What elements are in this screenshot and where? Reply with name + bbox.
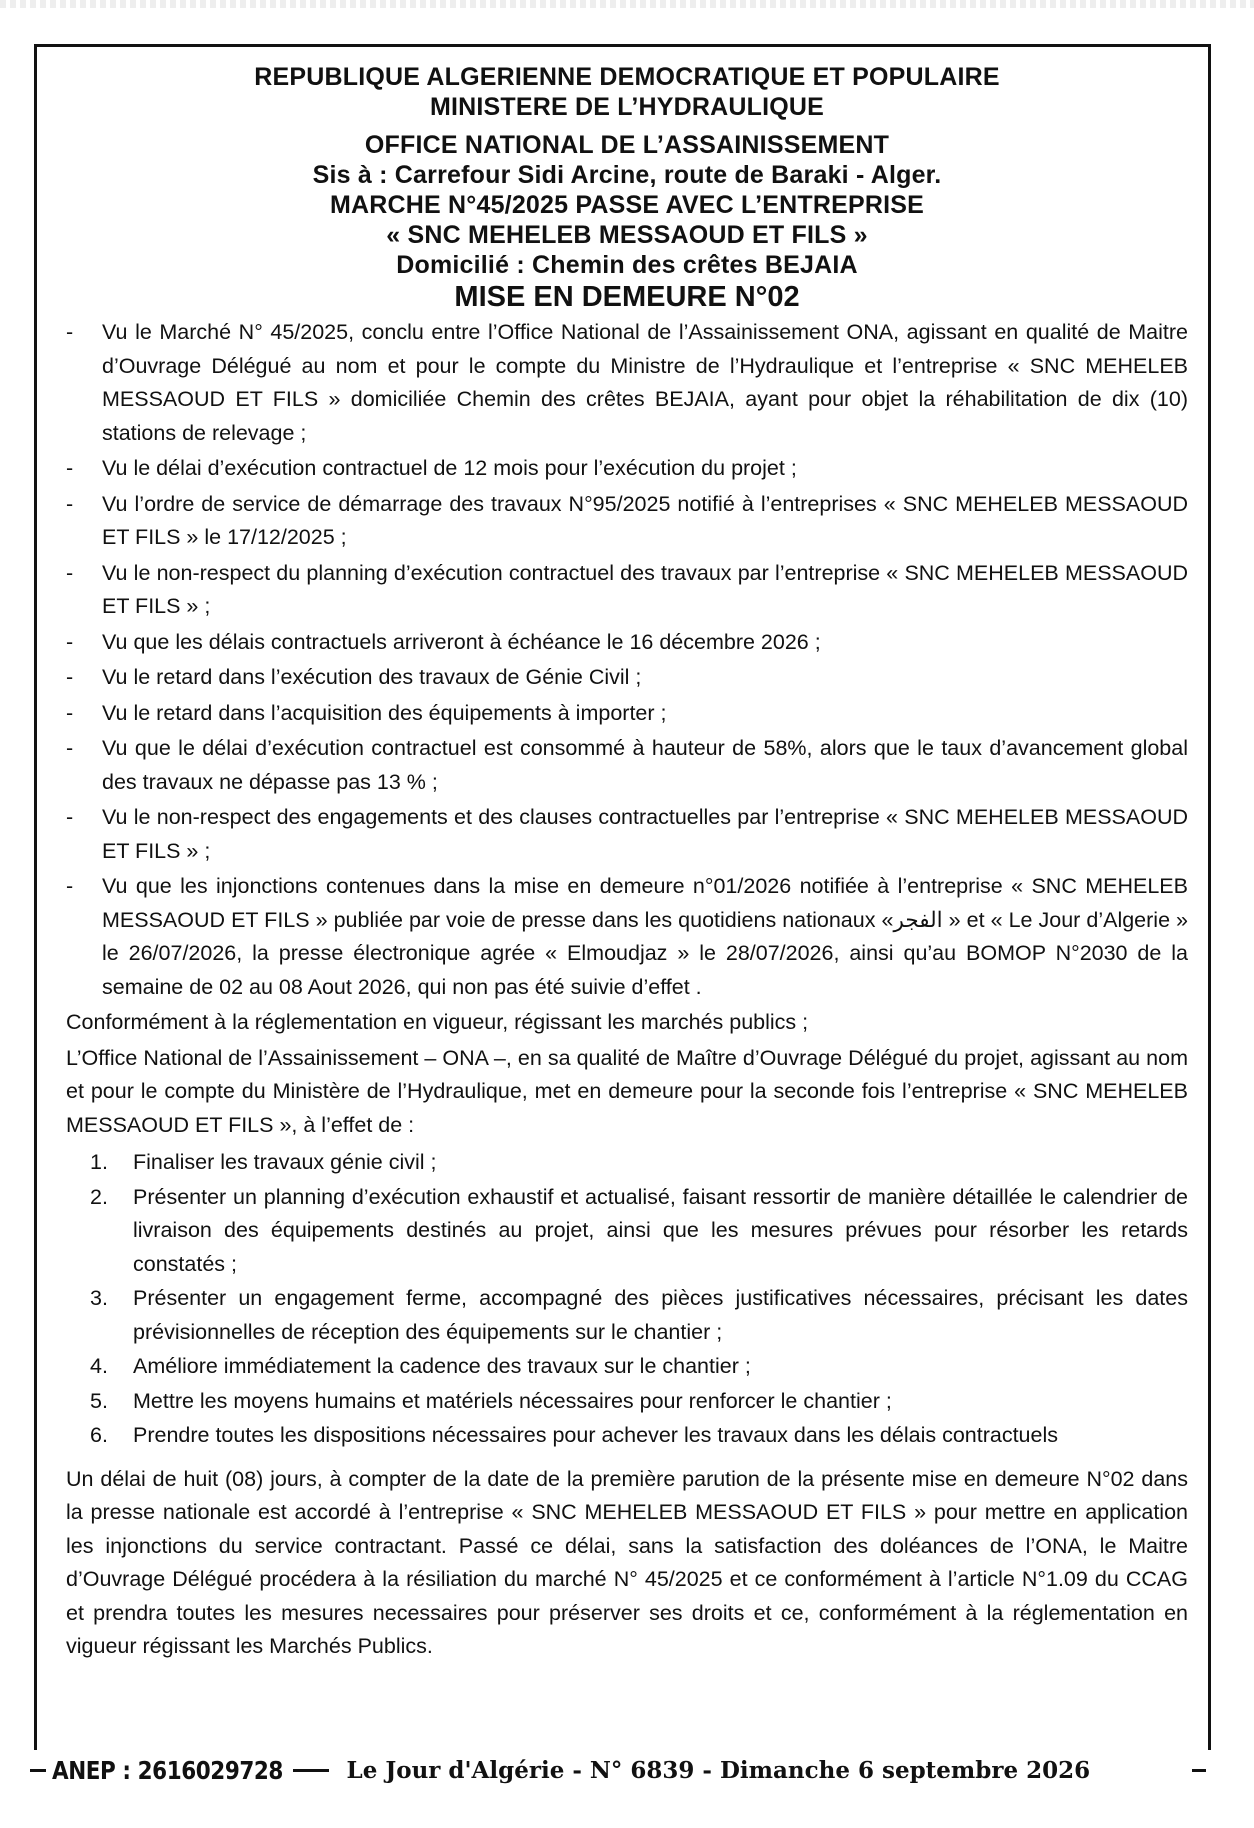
injunction-intro: L’Office National de l’Assainissement – ONA –, en sa qualité de Maître d’Ouvrage Délégué du projet, agissant au nom et pour le compte du Ministère de l’Hydraulique, met en demeure pour la seconde fois l’entreprise « SNC MEHELEB MESSAOUD ET FILS », à l’effet de : [66, 1045, 1188, 1137]
footer-rule-left [30, 1769, 46, 1772]
anep-reference: ANEP : 2616029728 [52, 1755, 283, 1785]
item-number: 3. [90, 1286, 108, 1310]
bullet-dash: - [66, 805, 74, 829]
bullet-dash: - [66, 874, 74, 898]
journal-reference: Le Jour d'Algérie - N° 6839 - Dimanche 6 septembre 2026 [346, 1756, 1091, 1784]
final-paragraph: Un délai de huit (08) jours, à compter de la date de la première parution de la présente mise en demeure N°02 dans la presse nationale est accordé à l’entreprise « SNC MEHELEB MESSAOUD ET FILS » pour mettre en application les injonctions du service contractant. Passé ce délai, sans la satisfaction des doléances de l’ONA, le Maitre d’Ouvrage Délégué procédera à la résiliation du marché N° 45/2025 et ce conformément à l’article N°1.09 du CCAG et prendra toutes les mesures necessaires pour préserver ses droits et ce, conformément à la réglementation en vigueur régissant les Marchés Publics. [66, 1466, 1188, 1658]
list-item: - Vu que le délai d’exécution contractuel est consommé à hauteur de 58%, alors que le taux d’avancement global des travaux ne dépasse pas 13 % ; [66, 732, 1188, 799]
item-number: 4. [90, 1354, 108, 1378]
header-company: « SNC MEHELEB MESSAOUD ET FILS » [386, 221, 868, 249]
bullet-dash: - [66, 560, 74, 585]
header-contract: MARCHE N°45/2025 PASSE AVEC L’ENTREPRISE [329, 191, 925, 219]
bullet-dash: - [66, 736, 74, 760]
bullet-dash: - [66, 665, 74, 689]
header-republic: REPUBLIQUE ALGERIENNE DEMOCRATIQUE ET POPULAIRE [254, 63, 1000, 91]
header-ministry: MINISTERE DE L’HYDRAULIQUE [429, 93, 825, 121]
item-number: 1. [90, 1150, 108, 1174]
scan-top-edge [0, 0, 1254, 8]
list-item: 3. Présenter un engagement ferme, accompagné des pièces justificatives nécessaires, précisant les dates prévisionnelles de réception des équipements sur le chantier ; [66, 1282, 1188, 1349]
header-domicile: Domicilié : Chemin des crêtes BEJAIA [396, 251, 858, 279]
list-item: - Vu le non-respect des engagements et des clauses contractuelles par l’entreprise « SNC MEHELEB MESSAOUD ET FILS » ; [66, 801, 1188, 868]
list-item: 5. Mettre les moyens humains et matériels nécessaires pour renforcer le chantier ; [66, 1385, 1188, 1419]
bullet-dash: - [66, 491, 74, 516]
list-item: 2. Présenter un planning d’exécution exhaustif et actualisé, faisant ressortir de manière détaillée le calendrier de livraison des équipements destinés au projet, ainsi que les mesures prévues pour résorber les retards constatés ; [66, 1181, 1188, 1282]
footer-rule-right [1192, 1769, 1206, 1772]
list-item: - Vu le retard dans l’exécution des travaux de Génie Civil ; [66, 661, 1188, 695]
bullet-dash: - [66, 700, 74, 725]
item-number: 5. [90, 1388, 108, 1413]
item-number: 2. [90, 1184, 108, 1209]
notice-body [66, 62, 1188, 1664]
list-item: - Vu que les délais contractuels arriveront à échéance le 16 décembre 2026 ; [66, 626, 1188, 660]
list-item: 4. Améliore immédiatement la cadence des travaux sur le chantier ; [66, 1350, 1188, 1384]
considerations-list [66, 316, 1188, 1004]
bullet-dash: - [66, 456, 74, 480]
bullet-dash: - [66, 320, 74, 344]
list-item: - Vu le non-respect du planning d’exécution contractuel des travaux par l’entreprise « SNC MEHELEB MESSAOUD ET FILS » ; [66, 557, 1188, 624]
footer-rule-mid [293, 1769, 329, 1772]
list-item: - Vu le retard dans l’acquisition des équipements à importer ; [66, 697, 1188, 731]
list-item: 1. Finaliser les travaux génie civil ; [66, 1146, 1188, 1180]
list-item: - Vu le délai d’exécution contractuel de 12 mois pour l’exécution du projet ; [66, 452, 1188, 486]
footer [30, 1750, 1220, 1790]
list-item: 6. Prendre toutes les dispositions nécessaires pour achever les travaux dans les délais contractuels [66, 1419, 1188, 1453]
list-item: - Vu l’ordre de service de démarrage des travaux N°95/2025 notifié à l’entreprises « SNC MEHELEB MESSAOUD ET FILS » le 17/12/2025 ; [66, 488, 1188, 555]
page-title: MISE EN DEMEURE N°02 [454, 281, 800, 313]
header-address: Sis à : Carrefour Sidi Arcine, route de Baraki - Alger. [312, 161, 942, 189]
item-number: 6. [90, 1423, 108, 1447]
header-office: OFFICE NATIONAL DE L’ASSAINISSEMENT [364, 131, 890, 159]
actions-list [66, 1146, 1188, 1453]
bullet-dash: - [66, 629, 74, 654]
conformity-paragraph: Conformément à la réglementation en vigueur, régissant les marchés publics ; [66, 1010, 809, 1034]
list-item: - Vu que les injonctions contenues dans la mise en demeure n°01/2026 notifiée à l’entreprise « SNC MEHELEB MESSAOUD ET FILS » publiée par voie de presse dans les quotidiens nationaux «الفجر » et « Le Jour d’Algerie » le 26/07/2026, la presse électronique agrée « Elmoudjaz » le 28/07/2026, ainsi qu’au BOMOP N°2030 de la semaine de 02 au 08 Aout 2026, qui non pas été suivie d’effet . [66, 870, 1188, 1004]
list-item: - Vu le Marché N° 45/2025, conclu entre l’Office National de l’Assainissement ONA, agissant en qualité de Maitre d’Ouvrage Délégué au nom et pour le compte du Ministre de l’Hydraulique et l’entreprise « SNC MEHELEB MESSAOUD ET FILS » domiciliée Chemin des crêtes BEJAIA, ayant pour objet la réhabilitation de dix (10) stations de relevage ; [66, 316, 1188, 450]
